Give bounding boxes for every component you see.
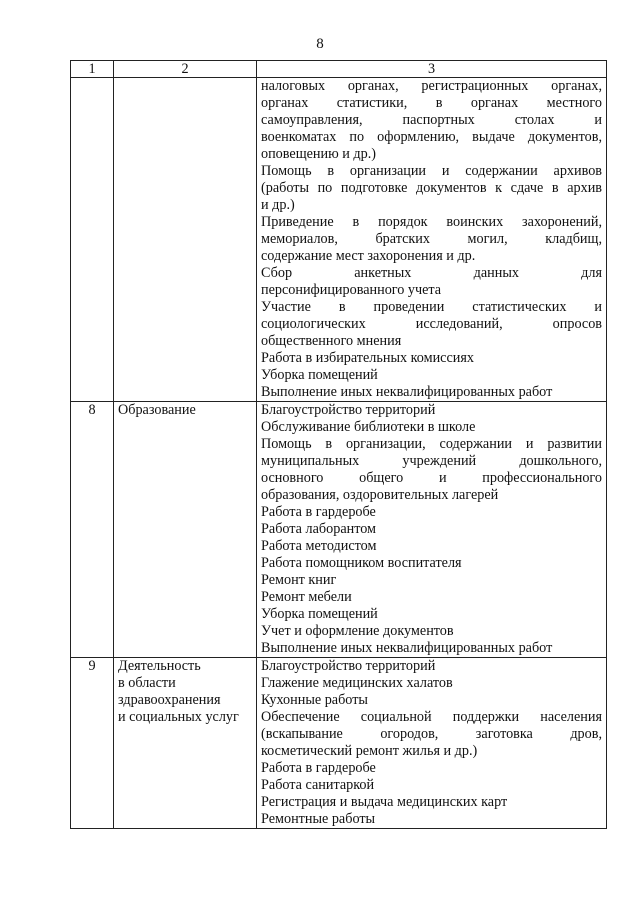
work-type-line: и др.) xyxy=(261,197,295,213)
work-type-line: (вскапывание огородов, заготовка дров, xyxy=(261,726,602,742)
row-number xyxy=(71,78,114,402)
table-row xyxy=(71,658,607,829)
work-type-line: Благоустройство территорий xyxy=(261,658,436,674)
work-types xyxy=(257,658,607,829)
work-type-line: Кухонные работы xyxy=(261,692,368,708)
work-types xyxy=(257,402,607,658)
work-type-line: общественного мнения xyxy=(261,333,402,349)
work-type-line: налоговых органах, регистрационных органах, xyxy=(261,78,602,94)
work-type-line: Выполнение иных неквалифицированных работ xyxy=(261,640,553,656)
work-type-line: Работа в гардеробе xyxy=(261,760,376,776)
work-type-line: основного общего и профессионального xyxy=(261,470,602,486)
work-type-line: органах статистики, в органах местного xyxy=(261,95,602,111)
activity-area xyxy=(114,658,257,829)
work-type-line: Работа лаборантом xyxy=(261,521,377,537)
work-type-line: Глажение медицинских халатов xyxy=(261,675,453,691)
work-type-line: Работа в гардеробе xyxy=(261,504,376,520)
table-row xyxy=(71,78,607,402)
header-col-1: 1 xyxy=(71,61,114,78)
work-type-line: Работа санитаркой xyxy=(261,777,375,793)
work-type-line: оповещению и др.) xyxy=(261,146,376,162)
work-type-line: социологических исследований, опросов xyxy=(261,316,602,332)
work-type-line: персонифицированного учета xyxy=(261,282,442,298)
work-type-line: Помощь в организации и содержании архивов xyxy=(261,163,602,179)
row-number: 9 xyxy=(71,658,114,829)
activity-area-line: в области xyxy=(118,675,176,691)
work-type-line: Участие в проведении статистических и xyxy=(261,299,602,315)
header-col-3: 3 xyxy=(257,61,607,78)
work-type-line: Уборка помещений xyxy=(261,606,378,622)
work-type-line: Работа помощником воспитателя xyxy=(261,555,462,571)
work-type-line: Ремонтные работы xyxy=(261,811,376,827)
work-type-line: содержание мест захоронения и др. xyxy=(261,248,476,264)
work-type-line: Учет и оформление документов xyxy=(261,623,454,639)
work-type-line: Сбор анкетных данных для xyxy=(261,265,602,281)
header-row xyxy=(71,61,607,78)
work-type-line: Приведение в порядок воинских захоронений, xyxy=(261,214,602,230)
work-type-line: (работы по подготовке документов к сдаче в архив xyxy=(261,180,602,196)
work-type-line: Ремонт мебели xyxy=(261,589,352,605)
works-table xyxy=(70,60,607,829)
activity-area-line: здравоохранения xyxy=(118,692,221,708)
table-body xyxy=(71,78,607,829)
activity-area-line: Образование xyxy=(118,402,196,418)
row-number: 8 xyxy=(71,402,114,658)
activity-area xyxy=(114,402,257,658)
work-type-line: Обслуживание библиотеки в школе xyxy=(261,419,476,435)
work-type-line: Работа методистом xyxy=(261,538,377,554)
work-type-line: Уборка помещений xyxy=(261,367,378,383)
work-type-line: Ремонт книг xyxy=(261,572,337,588)
work-type-line: Благоустройство территорий xyxy=(261,402,436,418)
work-type-line: образования, оздоровительных лагерей xyxy=(261,487,499,503)
activity-area-line: Деятельность xyxy=(118,658,201,674)
table-row xyxy=(71,402,607,658)
work-type-line: мемориалов, братских могил, кладбищ, xyxy=(261,231,602,247)
page-number: 8 xyxy=(316,36,324,52)
work-type-line: Регистрация и выдача медицинских карт xyxy=(261,794,508,810)
work-type-line: военкоматах по оформлению, выдаче документов, xyxy=(261,129,602,145)
work-types xyxy=(257,78,607,402)
activity-area-line: и социальных услуг xyxy=(118,709,239,725)
work-type-line: самоуправления, паспортных столах и xyxy=(261,112,602,128)
work-type-line: Обеспечение социальной поддержки населения xyxy=(261,709,602,725)
work-type-line: косметический ремонт жилья и др.) xyxy=(261,743,478,759)
activity-area xyxy=(114,78,257,402)
work-type-line: Помощь в организации, содержании и развитии xyxy=(261,436,602,452)
work-type-line: Работа в избирательных комиссиях xyxy=(261,350,474,366)
header-col-2: 2 xyxy=(114,61,257,78)
work-type-line: Выполнение иных неквалифицированных работ xyxy=(261,384,553,400)
work-type-line: муниципальных учреждений дошкольного, xyxy=(261,453,602,469)
